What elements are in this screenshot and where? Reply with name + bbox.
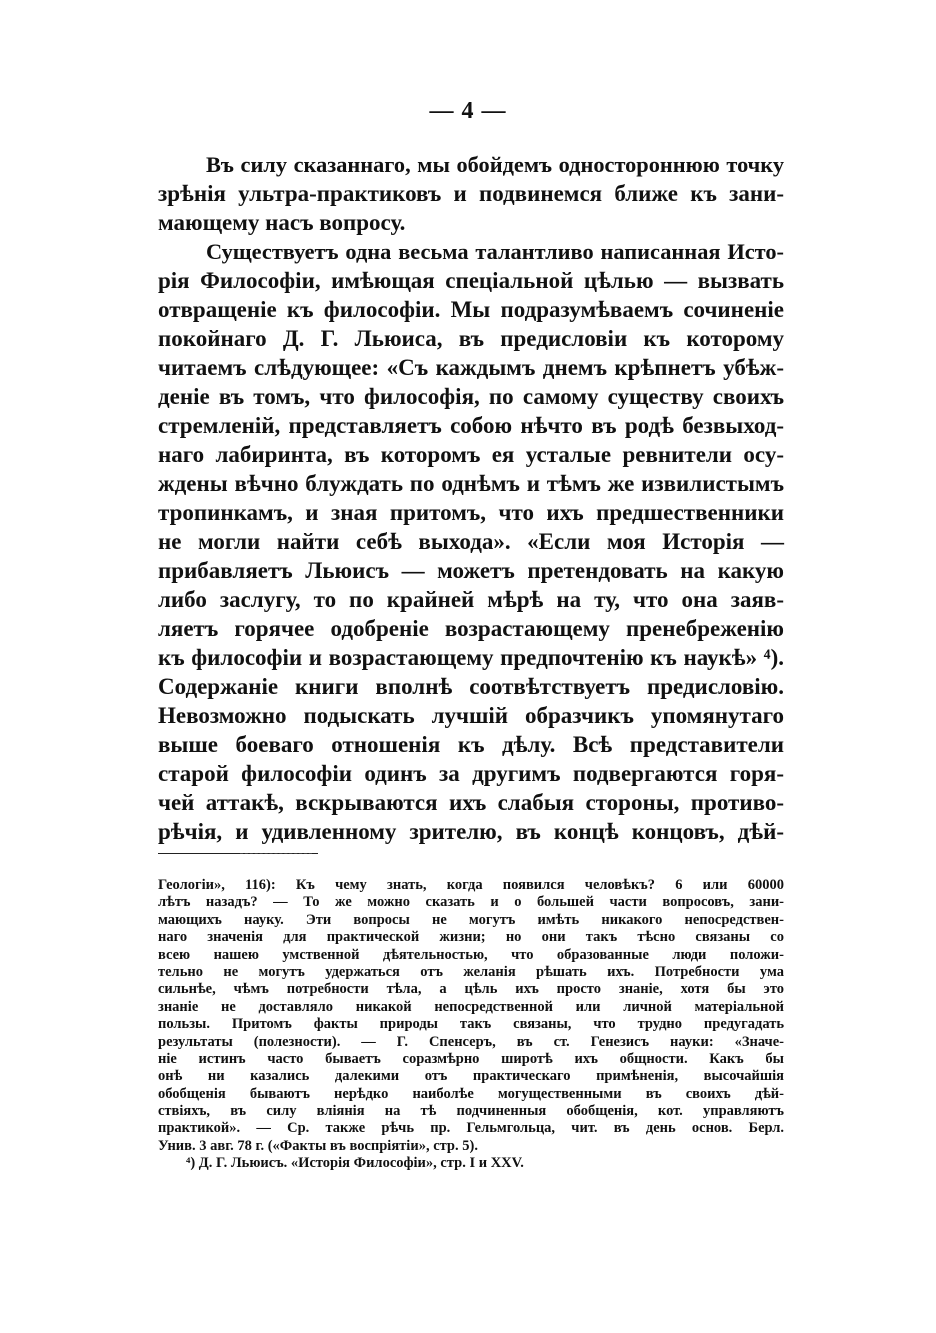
text-line: прибавляетъ Льюисъ — можетъ претендовать на какую (158, 558, 784, 583)
text-line: либо заслугу, то по крайней мѣрѣ на ту, что она заяв- (158, 587, 784, 612)
text-line: старой философіи одинъ за другимъ подвергаются горя- (158, 761, 784, 786)
page-number: — 4 — (429, 98, 507, 124)
footnote-line: всею нашею умственной дѣятельностью, что образованные люди положи- (158, 946, 784, 963)
text-line: Содержаніе книги вполнѣ соотвѣтствуетъ предисловію. (158, 674, 784, 699)
text-line: ждены вѣчно блуждать по однѣмъ и тѣмъ же извилистымъ (158, 471, 784, 496)
footnote-line: обобщенія бываютъ нерѣдко наиболѣе могущественными въ своихъ дѣй- (158, 1085, 784, 1102)
footnote-line: ствіяхъ, въ силу вліянія на тѣ подчиненныя обобщенія, кот. управляютъ (158, 1103, 784, 1120)
text-line: не могли найти себѣ выхода». «Если моя Исторія — (158, 529, 784, 554)
footnote-line: результаты (полезности). — Г. Спенсеръ, въ ст. Генезисъ науки: «Значе- (158, 1033, 784, 1050)
text-line: ляетъ горячее одобреніе возрастающему пренебреженію (158, 616, 784, 641)
footnote-line: Унив. 3 авг. 78 г. («Факты въ воспріятіи», стр. 5). (158, 1137, 478, 1154)
footnote-line: знаніе не доставляло никакой непосредственной или личной матеріальной (158, 998, 784, 1015)
text-line: мающему насъ вопросу. (158, 210, 406, 235)
footnote-line: наго значенія для практической жизни; но они такъ тѣсно связаны со (158, 929, 784, 946)
text-line: тропинкамъ, и зная притомъ, что ихъ предшественники (158, 500, 784, 525)
text-line: зрѣнія ультра-практиковъ и подвинемся ближе къ зани- (158, 181, 784, 206)
text-line: рѣчія, и удивленному зрителю, въ концѣ концовъ, дѣй- (158, 819, 784, 844)
text-line: отвращеніе къ философіи. Мы подразумѣваемъ сочиненіе (158, 297, 784, 322)
main-text-block (158, 150, 784, 846)
text-line: читаемъ слѣдующее: «Съ каждымъ днемъ крѣпнетъ убѣж- (158, 355, 784, 380)
footnote-separator-dashed (240, 853, 312, 854)
footnote-line: онѣ ни казались далекими отъ практическаго примѣненія, высочайшія (158, 1068, 784, 1085)
text-line: къ философіи и возрастающему предпочтенію къ наукѣ» ⁴). (158, 645, 784, 670)
text-line: выше боеваго отношенія къ дѣлу. Всѣ представители (158, 732, 784, 757)
footnote-line: мающихъ науку. Эти вопросы не могутъ имѣть никакого непосредствен- (158, 911, 784, 928)
text-line: деніе въ томъ, что философія, по самому существу своихъ (158, 384, 784, 409)
text-line: стремленій, представляетъ собою нѣчто въ родѣ безвыход- (158, 413, 784, 438)
text-line: рія Философіи, имѣющая спеціальной цѣлью — вызвать (158, 268, 784, 293)
footnote-line: Геологіи», 116): Къ чему знать, когда появился человѣкъ? 6 или 60000 (158, 877, 784, 893)
text-line: наго лабиринта, въ которомъ ея усталые ревнители осу- (158, 442, 784, 467)
footnotes-block (158, 877, 784, 1173)
footnote-line: тельно не могутъ удержаться отъ желанія рѣшать ихъ. Потребности ума (158, 963, 784, 980)
footnote-line: сильнѣе, чѣмъ потребности тѣла, а цѣль ихъ просто знаніе, хотя бы это (158, 981, 784, 998)
text-line: Существуетъ одна весьма талантливо написанная Исто- (206, 239, 784, 264)
footnote-line: ніе истинъ часто бываетъ соразмѣрно широтѣ ихъ общности. Какъ бы (158, 1050, 784, 1067)
text-line: Въ силу сказаннаго, мы обойдемъ одностороннюю точку (206, 152, 784, 177)
text-line: покойнаго Д. Г. Льюиса, въ предисловіи къ которому (158, 326, 784, 351)
footnote-line: лѣтъ назадъ? — То же можно сказать и о большей части вопросовъ, зани- (158, 894, 784, 911)
footnote-line: пользы. Притомъ факты природы такъ связаны, что трудно предугадать (158, 1016, 784, 1033)
text-line: Невозможно подыскать лучшій образчикъ упомянутаго (158, 703, 784, 728)
footnote-line: практикой». — Ср. также рѣчь пр. Гельмгольца, чит. въ день основ. Берл. (158, 1120, 784, 1137)
text-line: чей аттакѣ, вскрываются ихъ слабыя стороны, противо- (158, 790, 784, 815)
footnote-4: ⁴) Д. Г. Льюисъ. «Исторія Философіи», стр. I и XXV. (186, 1155, 524, 1172)
